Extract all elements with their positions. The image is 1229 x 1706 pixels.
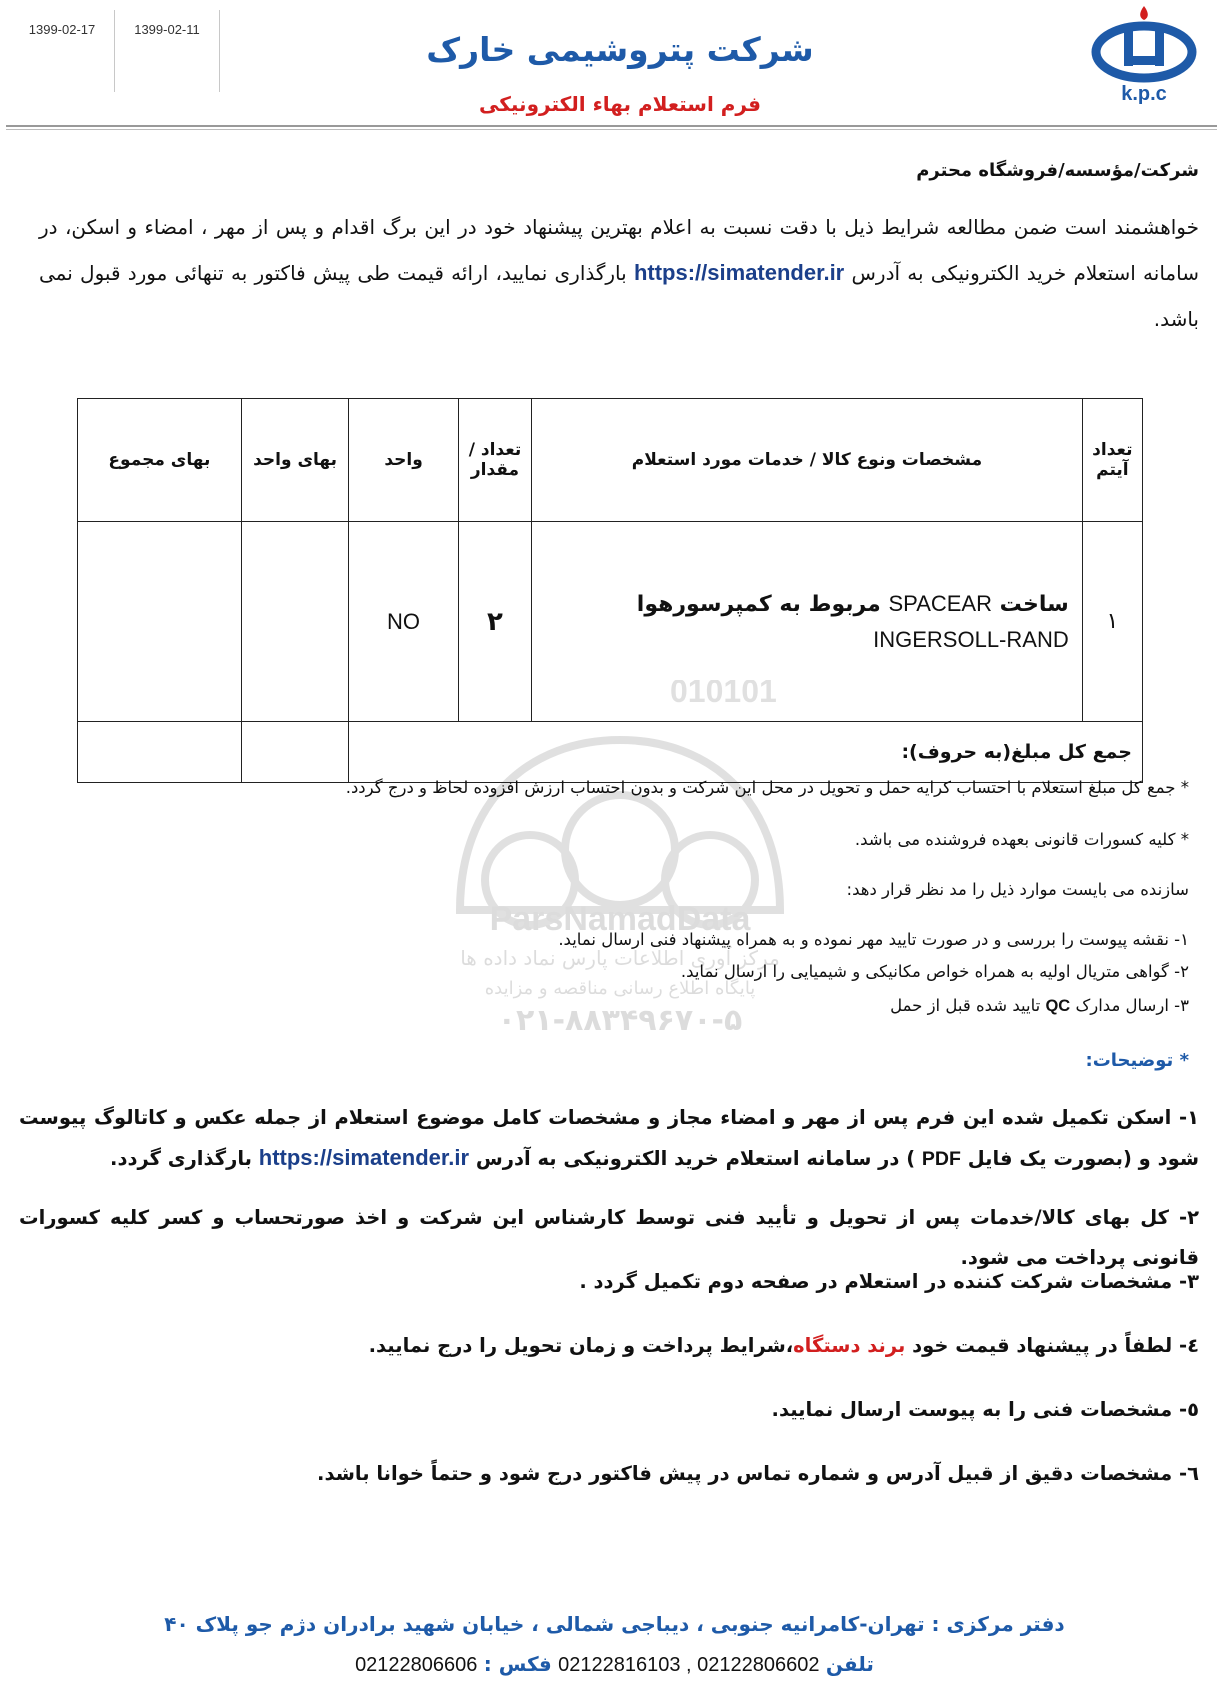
desc-fa2: مربوط به کمپرسورهوا <box>636 591 881 617</box>
desc-lat: SPACEAR <box>888 590 992 616</box>
flame-icon <box>1140 6 1148 20</box>
footer-address: دفتر مرکزی : تهران-کامرانیه جنوبی ، دیباجی شمالی ، خیابان شهید برادران دژم جو پلاک ۴۰ <box>164 1612 1065 1636</box>
e1d: بارگذاری گردد. <box>110 1147 259 1170</box>
explanation-6: ٦- مشخصات دقیق از قبیل آدرس و شماره تماس در پیش فاکتور درج شود و حتماً خوانا باشد. <box>317 1462 1199 1485</box>
note-1: * جمع کل مبلغ استعلام با احتساب کرایه حمل و تحویل در محل این شرکت و بدون احتساب ارزش افزوده لحاظ و درج گردد. <box>345 778 1189 797</box>
cell-unit: NO <box>349 522 459 722</box>
footer-contacts <box>0 1652 1229 1677</box>
list-item-3a: ۳- ارسال مدارک <box>1070 996 1189 1015</box>
list-item-3b: QC <box>1045 997 1071 1015</box>
note-2: * کلیه کسورات قانونی بعهده فروشنده می باشد. <box>854 830 1189 849</box>
header-divider-thin <box>6 129 1217 130</box>
cell-total[interactable] <box>78 522 242 722</box>
list-item-2: ۲- گواهی متریال اولیه به همراه خواص مکانیکی و شیمیایی را ارسال نماید. <box>680 962 1189 981</box>
e1c: ) در سامانه استعلام خرید الکترونیکی به آدرس <box>469 1147 922 1170</box>
sum-spare <box>78 722 242 783</box>
cell-qty: ۲ <box>458 522 531 722</box>
desc-line-1 <box>533 591 1081 617</box>
sum-row <box>78 722 1143 783</box>
explanation-3: ۳- مشخصات شرکت کننده در استعلام در صفحه دوم تکمیل گردد . <box>579 1270 1199 1293</box>
explanation-4 <box>19 1326 1199 1366</box>
header-total: بهای مجموع <box>78 399 242 522</box>
sum-label: جمع کل مبلغ(به حروف): <box>349 722 1143 783</box>
header-qty: تعداد / مقدار <box>458 399 531 522</box>
list-item-3 <box>890 996 1189 1016</box>
explanation-1 <box>19 1098 1199 1179</box>
desc-fa1: ساخت <box>999 591 1069 617</box>
company-name: شرکت پتروشیمی خارک <box>426 30 814 69</box>
e4a: ٤- لطفاً در پیشنهاد قیمت خود <box>905 1334 1199 1357</box>
dates-box <box>10 10 228 92</box>
e4c: ،شرایط پرداخت و زمان تحویل را درج نمایید. <box>368 1334 794 1357</box>
watermark-phone: ۰۲۱-۸۸۳۴۹۶۷۰-۵ <box>497 1003 743 1038</box>
tel-number: 02122816103 , 02122806602 <box>558 1654 820 1676</box>
logo-text: k.p.c <box>1121 83 1167 105</box>
list-item-3c: تایید شده قبل از حمل <box>890 996 1046 1015</box>
fax-label: فکس : <box>483 1652 552 1676</box>
note-3: سازنده می بایست موارد ذیل را مد نظر قرار دهد: <box>846 880 1189 899</box>
table-row <box>78 522 1143 722</box>
watermark-line2: پایگاه اطلاع رسانی مناقصه و مزایده <box>484 978 756 999</box>
header-unit-price: بهای واحد <box>241 399 349 522</box>
header-divider <box>6 125 1217 127</box>
cell-desc <box>532 522 1083 722</box>
desc-line-2: INGERSOLL-RAND <box>873 626 1069 652</box>
watermark-brand: ParsNamadData <box>489 900 751 938</box>
e1b: PDF <box>921 1148 961 1170</box>
e4-brand: برند دستگاه <box>793 1334 906 1357</box>
watermark-line1: مرکز آوری اطلاعات پارس نماد داده ها <box>460 946 780 970</box>
explanation-5: ٥- مشخصات فنی را به پیوست ارسال نمایید. <box>771 1398 1199 1421</box>
form-title: فرم استعلام بهاء الکترونیکی <box>479 92 761 116</box>
e1a: ۱- اسکن تکمیل شده این فرم پس از مهر و امضاء مجاز و مشخصات کامل موضوع استعلام از جمله عکس و کاتالوگ پیوست شود و (بصورت یک فایل <box>19 1106 1199 1170</box>
header-desc: مشخصات ونوع کالا / خدمات مورد استعلام <box>532 399 1083 522</box>
kpc-logo <box>1088 4 1206 108</box>
explanations-title: * توضیحات: <box>1085 1050 1189 1071</box>
header-item: تعداد آیتم <box>1082 399 1142 522</box>
date-right: 1399-02-11 <box>115 10 220 92</box>
cell-item: ۱ <box>1082 522 1142 722</box>
intro-url[interactable]: https://simatender.ir <box>633 260 845 285</box>
intro-text-1: خواهشمند است ضمن مطالعه شرایط ذیل با دقت نسبت به اعلام بهترین پیشنهاد خود در این برگ اقدام و پس از مهر ، امضاء و اسکن، در سامانه استعلام خرید الکترونیکی به آدرس <box>39 215 1200 285</box>
cell-unit-price[interactable] <box>241 522 349 722</box>
e1-url[interactable]: https://simatender.ir <box>258 1145 470 1170</box>
fax-number: 02122806606 <box>355 1654 478 1676</box>
watermark-digits: 010101 <box>670 680 777 709</box>
salutation: شرکت/مؤسسه/فروشگاه محترم <box>916 160 1199 181</box>
intro-text-2: بارگذاری نمایید، ارائه قیمت طی پیش فاکتور به تنهائی مورد قبول نمی باشد. <box>39 261 1199 331</box>
table-header-row <box>78 399 1143 522</box>
list-item-1: ۱- نقشه پیوست را بررسی و در صورت تایید مهر نموده و به همراه پیشنهاد فنی ارسال نماید. <box>558 930 1189 949</box>
tel-label: تلفن <box>825 1652 874 1676</box>
item-table <box>77 398 1143 783</box>
explanation-2: ۲- کل بهای کالا/خدمات پس از تحویل و تأیید فنی توسط کارشناس این شرکت و اخذ صورتحساب و کسر کلیه کسورات قانونی پرداخت می شود. <box>19 1206 1199 1269</box>
date-left: 1399-02-17 <box>10 10 115 92</box>
header-unit: واحد <box>349 399 459 522</box>
sum-value[interactable] <box>241 722 349 783</box>
intro-paragraph <box>39 204 1199 342</box>
